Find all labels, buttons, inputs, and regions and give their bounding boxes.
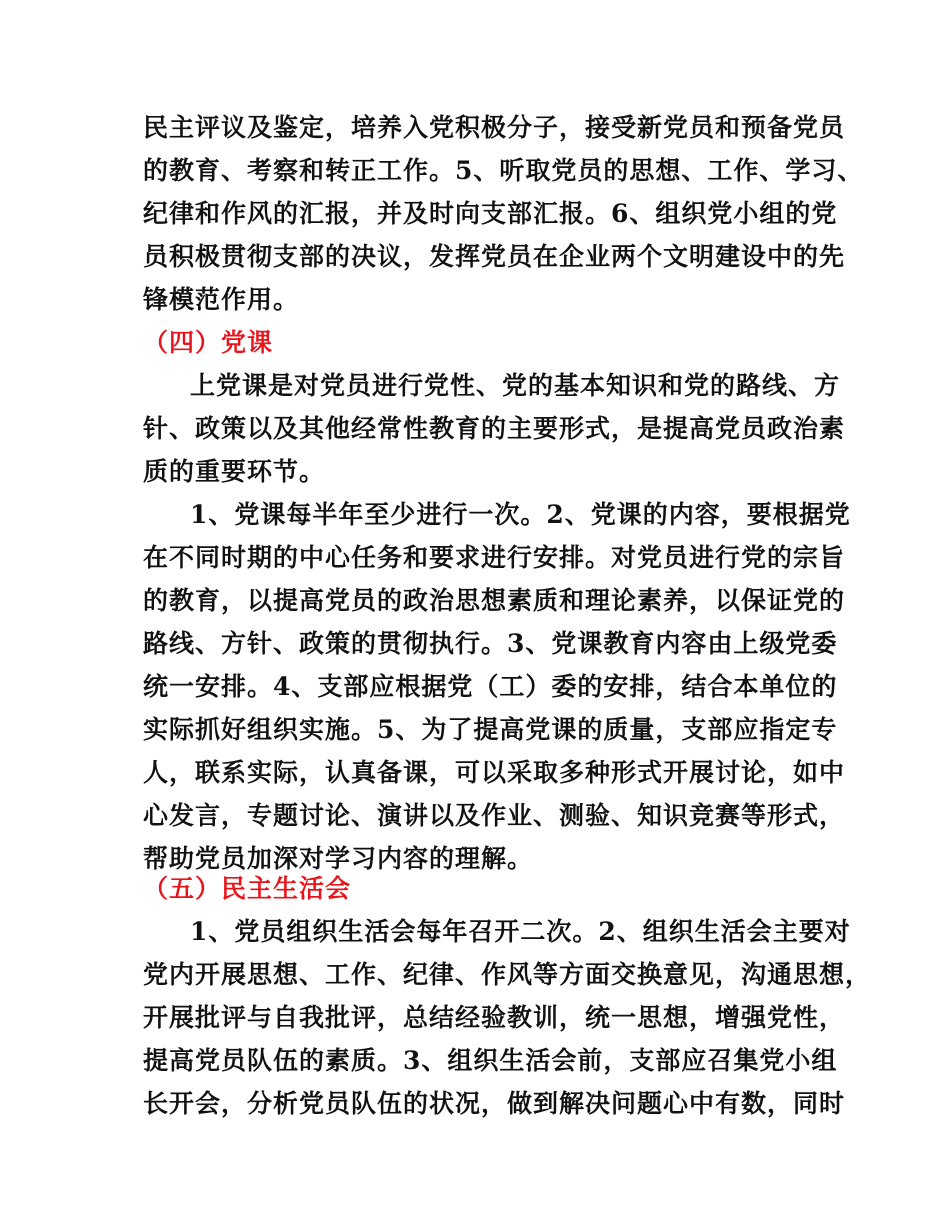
text-line: 提高党员队伍的素质。3、组织生活会前，支部应召集党小组 [143,1046,838,1075]
text-line: 1、党课每半年至少进行一次。2、党课的内容，要根据党 [190,500,851,529]
text-line: 针、政策以及其他经常性教育的主要形式，是提高党员政治素 [143,414,846,443]
text-line: 帮助党员加深对学习内容的理解。 [143,844,534,873]
text-line: 上党课是对党员进行党性、党的基本知识和党的路线、方 [190,371,841,400]
text-line: 开展批评与自我批评，总结经验教训，统一思想，增强党性， [143,1003,846,1032]
text-line: 实际抓好组织实施。5、为了提高党课的质量，支部应指定专 [143,715,838,744]
text-line: 1、党员组织生活会每年召开二次。2、组织生活会主要对 [190,917,851,946]
text-line: 心发言，专题讨论、演讲以及作业、测验、知识竞赛等形式， [143,801,846,830]
text-line: 的教育，以提高党员的政治思想素质和理论素养，以保证党的 [143,586,846,615]
text-line: 统一安排。4、支部应根据党（工）委的安排，结合本单位的 [143,672,838,701]
text-line: 的教育、考察和转正工作。5、听取党员的思想、工作、学习、 [143,156,864,185]
text-line: 在不同时期的中心任务和要求进行安排。对党员进行党的宗旨 [143,543,846,572]
text-line: 党内开展思想、工作、纪律、作风等方面交换意见，沟通思想， [143,960,872,989]
section-heading-party-class: （四）党课 [143,328,274,357]
text-line: 路线、方针、政策的贯彻执行。3、党课教育内容由上级党委 [143,629,838,658]
text-line: 质的重要环节。 [143,457,326,486]
text-line: 纪律和作风的汇报，并及时向支部汇报。6、组织党小组的党 [143,199,838,228]
text-line: 员积极贯彻支部的决议，发挥党员在企业两个文明建设中的先 [143,242,846,271]
section-heading-democratic-life: （五）民主生活会 [143,874,352,903]
text-line: 长开会，分析党员队伍的状况，做到解决问题心中有数，同时 [143,1089,846,1118]
text-line: 民主评议及鉴定，培养入党积极分子，接受新党员和预备党员 [143,113,846,142]
text-line: 人，联系实际，认真备课，可以采取多种形式开展讨论，如中 [143,758,846,787]
text-line: 锋模范作用。 [143,285,300,314]
